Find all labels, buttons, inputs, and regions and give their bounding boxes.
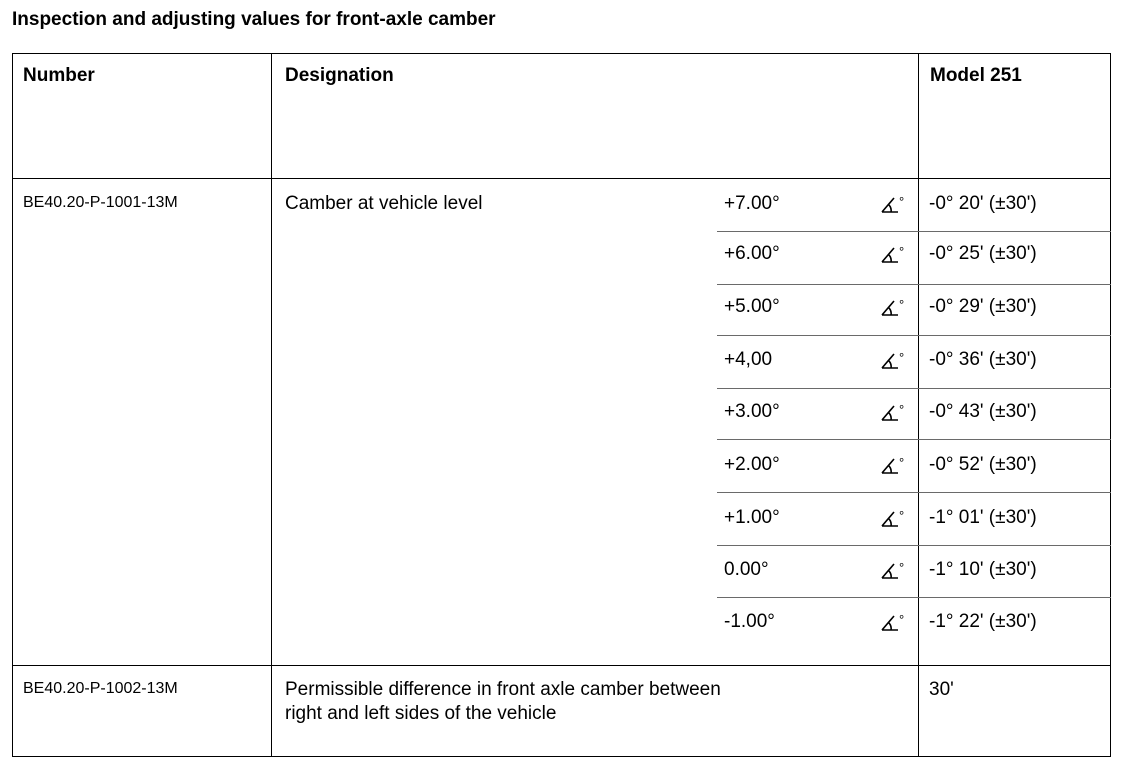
level-value: +5.00° — [724, 296, 780, 317]
model-value: -1° 22' (±30') — [929, 611, 1037, 632]
angle-degree-icon — [880, 561, 906, 581]
angle-degree-icon — [880, 509, 906, 529]
level-value: +2.00° — [724, 454, 780, 475]
header-divider — [12, 178, 1111, 179]
row-number: BE40.20-P-1001-13M — [23, 194, 178, 211]
subrow-divider — [717, 231, 1111, 232]
model-value: 30' — [929, 679, 954, 700]
level-value: +7.00° — [724, 193, 780, 214]
column-divider-number — [271, 53, 272, 757]
angle-degree-icon — [880, 298, 906, 318]
angle-degree-icon — [880, 245, 906, 265]
model-value: -0° 20' (±30') — [929, 193, 1037, 214]
column-divider-model — [918, 53, 919, 757]
svg-text:°: ° — [899, 403, 905, 417]
svg-text:°: ° — [899, 245, 905, 259]
table-border-left — [12, 53, 13, 757]
row-number: BE40.20-P-1002-13M — [23, 680, 178, 697]
level-value: +6.00° — [724, 243, 780, 264]
document-title: Inspection and adjusting values for front-axle camber — [12, 9, 496, 30]
svg-text:°: ° — [899, 509, 905, 523]
model-value: -1° 10' (±30') — [929, 559, 1037, 580]
level-value: +4,00 — [724, 349, 773, 370]
row-divider — [12, 665, 1111, 666]
model-value: -1° 01' (±30') — [929, 507, 1037, 528]
level-value: 0.00° — [724, 559, 769, 580]
table-border-top — [12, 53, 1111, 54]
header-model: Model 251 — [930, 65, 1022, 86]
subrow-divider — [717, 492, 1111, 493]
model-value: -0° 29' (±30') — [929, 296, 1037, 317]
level-value: -1.00° — [724, 611, 775, 632]
svg-text:°: ° — [899, 351, 905, 365]
table-border-right — [1110, 53, 1111, 757]
subrow-divider — [717, 545, 1111, 546]
angle-degree-icon — [880, 195, 906, 215]
svg-text:°: ° — [899, 195, 905, 209]
subrow-divider — [717, 439, 1111, 440]
subrow-divider — [717, 284, 1111, 285]
model-value: -0° 25' (±30') — [929, 243, 1037, 264]
header-number: Number — [23, 65, 95, 86]
angle-degree-icon — [880, 351, 906, 371]
level-value: +1.00° — [724, 507, 780, 528]
subrow-divider — [717, 388, 1111, 389]
angle-degree-icon — [880, 613, 906, 633]
level-value: +3.00° — [724, 401, 780, 422]
row-designation: Camber at vehicle level — [285, 193, 483, 214]
table-border-bottom — [12, 756, 1111, 757]
subrow-divider — [717, 335, 1111, 336]
row-designation: Permissible difference in front axle camber between right and left sides of the vehicle — [285, 679, 721, 724]
model-value: -0° 52' (±30') — [929, 454, 1037, 475]
subrow-divider — [717, 597, 1111, 598]
header-designation: Designation — [285, 65, 394, 86]
angle-degree-icon — [880, 456, 906, 476]
svg-text:°: ° — [899, 613, 905, 627]
svg-text:°: ° — [899, 561, 905, 575]
svg-text:°: ° — [899, 298, 905, 312]
model-value: -0° 36' (±30') — [929, 349, 1037, 370]
model-value: -0° 43' (±30') — [929, 401, 1037, 422]
svg-text:°: ° — [899, 456, 905, 470]
angle-degree-icon — [880, 403, 906, 423]
